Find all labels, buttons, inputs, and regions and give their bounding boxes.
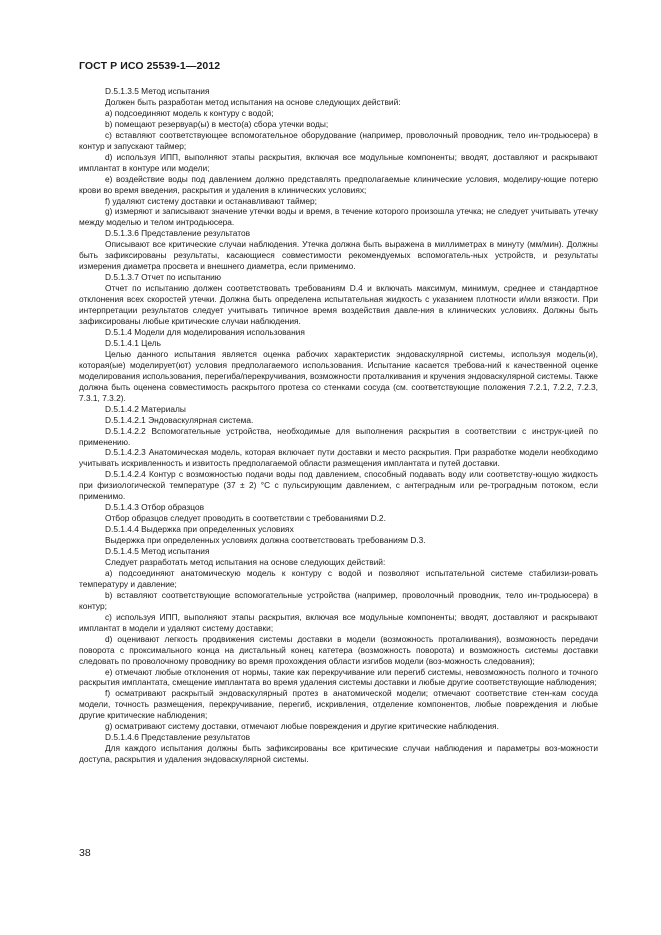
list-item: c) вставляют соответствующее вспомогательное оборудование (например, проволочный проводник, тело ин-тродьюсера) в контур и запускают таймер; bbox=[79, 129, 598, 151]
paragraph: Отбор образцов следует проводить в соответствии с требованиями D.2. bbox=[105, 513, 386, 524]
paragraph: D.5.1.4.2.2 Вспомогательные устройства, необходимые для выполнения раскрытия в соответствии с инструк-цией по применению. bbox=[79, 425, 598, 447]
section-heading: D.5.1.4.2 Материалы bbox=[105, 403, 186, 414]
paragraph: Отчет по испытанию должен соответствовать требованиям D.4 и включать максимум, минимум, среднее и стандартное отклонения всех скоростей утечки. Должна быть определена испытательная жидкость с указанием плотности и/или вязкости. При интерпретации результатов следует учитывать типичное время воздействия давле-ния в клинических условиях. Должны быть зафиксированы любые критические случаи наблюдения. bbox=[79, 283, 598, 327]
list-item: f) удаляют систему доставки и останавливают таймер; bbox=[105, 195, 317, 206]
paragraph: Выдержка при определенных условиях должна соответствовать требованиям D.3. bbox=[105, 535, 426, 546]
list-item: e) отмечают любые отклонения от нормы, такие как перекручивание или перегиб системы, невозможность полного и точного раскрытия имплантата, смещение имплантата во время удаления системы доставки и любые другие соответствующие наблюдения; bbox=[79, 666, 598, 688]
section-heading: D.5.1.3.6 Представление результатов bbox=[105, 228, 251, 239]
paragraph: Описывают все критические случаи наблюдения. Утечка должна быть выражена в миллиметрах в минуту (мм/мин). Должны быть зафиксированы результаты, касающиеся совместимости рекомендуемых вспомогатель-ных устройств, и результаты измерения диаметра просвета и внешнего диаметра, если применимо. bbox=[79, 239, 598, 272]
section-heading: D.5.1.4.4 Выдержка при определенных условиях bbox=[105, 524, 294, 535]
list-item: e) воздействие воды под давлением должно представлять предполагаемые клинические условия, моделиру-ющие потерю крови во время введения, раскрытия и удаления в клинических условиях; bbox=[79, 173, 598, 195]
section-heading: D.5.1.4.5 Метод испытания bbox=[105, 546, 210, 557]
list-item: a) подсоединяют анатомическую модель к контуру с водой и позволяют испытательной системе стабилизи-ровать температуру и давление; bbox=[79, 567, 598, 589]
section-heading: D.5.1.4 Модели для моделирования использования bbox=[105, 326, 305, 337]
paragraph: Целью данного испытания является оценка рабочих характеристик эндоваскулярной системы, используя модель(и), которая(ые) моделирует(ют) условия предполагаемого использования. Испытание касается требова-ний к качественной оценке моделирования использования, перегиба/перекручивания, возможности проталкивания и кручения эндоваскулярной системы. Также должна быть оценена совместимость раскрытого протеза со стенками сосуда (см. соответствующие положения 7.2.1, 7.2.2, 7.2.3, 7.3.1, 7.3.2). bbox=[79, 348, 598, 403]
section-heading: D.5.1.4.1 Цель bbox=[105, 337, 161, 348]
paragraph: Должен быть разработан метод испытания на основе следующих действий: bbox=[105, 96, 401, 107]
list-item: g) осматривают систему доставки, отмечают любые повреждения и другие критические наблюдения. bbox=[105, 721, 499, 732]
list-item: d) используя ИПП, выполняют этапы раскрытия, включая все модульные компоненты; вводят, доставляют и раскрывают имплантат в контуре или модели; bbox=[79, 151, 598, 173]
section-heading: D.5.1.3.7 Отчет по испытанию bbox=[105, 272, 222, 283]
paragraph: D.5.1.4.2.1 Эндоваскулярная система. bbox=[105, 414, 254, 425]
paragraph: Следует разработать метод испытания на основе следующих действий: bbox=[105, 556, 386, 567]
list-item: f) осматривают раскрытый эндоваскулярный протез в анатомической модели; отмечают соответствие стен-кам сосуда модели, точность размещения, перекручивание, перегиб, искривления, отделение компонентов, любые повреждения и любые другие критические наблюдения; bbox=[79, 688, 598, 721]
list-item: c) используя ИПП, выполняют этапы раскрытия, включая все модульные компоненты; вводят, доставляют и раскрывают имплантат в модели и удаляют систему доставки; bbox=[79, 611, 598, 633]
section-heading: D.5.1.3.5 Метод испытания bbox=[105, 86, 210, 96]
paragraph: D.5.1.4.2.4 Контур с возможностью подачи воды под давлением, способный подавать воду или соответству-ющую жидкость при физиологической температуре (37 ± 2) °C с пульсирующим давлением, с антеградным или ре-троградным потоком, если применимо. bbox=[79, 469, 598, 502]
list-item: b) помещают резервуар(ы) в место(а) сбора утечки воды; bbox=[105, 118, 329, 129]
page-number: 38 bbox=[79, 847, 91, 859]
paragraph: Для каждого испытания должны быть зафиксированы все критические случаи наблюдения и параметры воз-можности доступа, раскрытия и удаления эндоваскулярной системы. bbox=[79, 743, 598, 765]
list-item: b) вставляют соответствующие вспомогательные устройства (например, проволочный проводник, тело ин-тродьюсера) в контур; bbox=[79, 589, 598, 611]
list-item: d) оценивают легкость продвижения системы доставки в модели (возможность проталкивания), возможность передачи поворота с проксимального конца на дистальный конец катетера (возможность поворота) и возможность системы доставки следовать по проволочному проводнику во время прохождения области изгибов модели (воз-можность следования); bbox=[79, 633, 598, 666]
page-header-standard-title: ГОСТ Р ИСО 25539-1—2012 bbox=[79, 60, 221, 72]
document-body bbox=[79, 86, 598, 765]
paragraph: D.5.1.4.2.3 Анатомическая модель, которая включает пути доставки и место раскрытия. При разработке модели необходимо учитывать искривленность и извитость предполагаемой области размещения имплантата и путей доставки. bbox=[79, 447, 598, 469]
list-item: g) измеряют и записывают значение утечки воды и время, в течение которого произошла утечка; не следует учитывать утечку между моделью и телом интродьюсера. bbox=[79, 206, 598, 228]
list-item: a) подсоединяют модель к контуру с водой; bbox=[105, 107, 274, 118]
section-heading: D.5.1.4.3 Отбор образцов bbox=[105, 502, 205, 513]
section-heading: D.5.1.4.6 Представление результатов bbox=[105, 732, 251, 743]
